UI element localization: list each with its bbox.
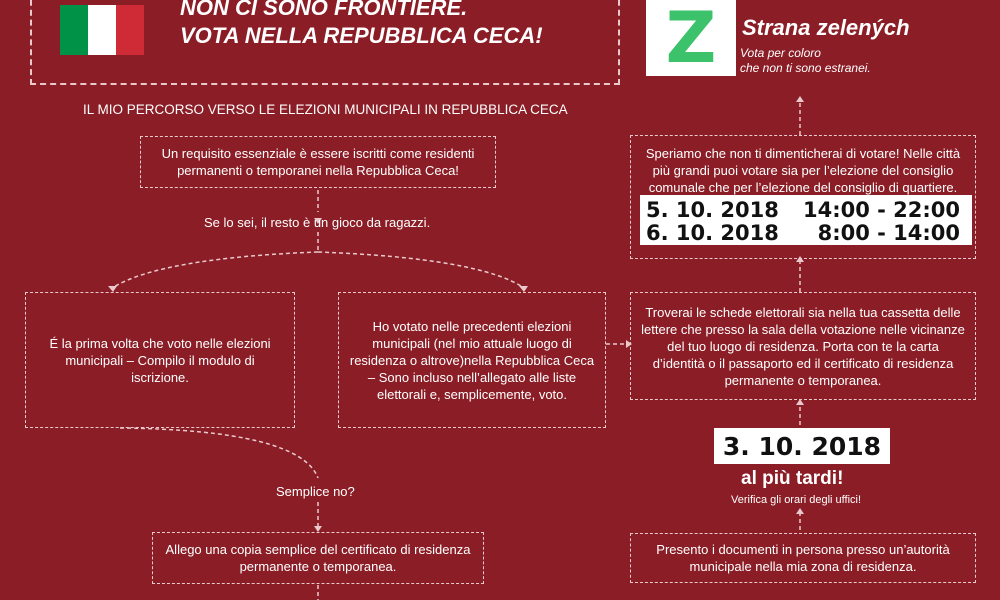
easy-note: Se lo sei, il resto è un gioco da ragazzi.: [204, 215, 431, 230]
logo-letter: Z: [665, 0, 717, 79]
deadline-label: al più tardi!: [741, 468, 844, 489]
tagline-line-1: Vota per coloro: [740, 46, 821, 60]
date-1: 5. 10. 2018: [646, 198, 779, 222]
party-name: Strana zelených: [742, 15, 910, 40]
simple-question: Semplice no?: [276, 484, 355, 499]
first-time-box: É la prima volta che voto nelle elezioni municipali – Compilo il modulo di iscrizione.: [25, 292, 295, 428]
time-2: 8:00 - 14:00: [817, 221, 960, 245]
election-dates: [640, 195, 972, 245]
ballots-box: Troverai le schede elettorali sia nella tua cassetta delle lettere che presso la sala della votazione nelle vicinanze del tuo luogo di residenza. Porta con te la carta d’identità o il passaporto ed il certificato di residenza permanente o temporanea.: [630, 292, 976, 400]
attach-box: Allego una copia semplice del certificato di residenza permanente o temporanea.: [152, 532, 484, 584]
office-hours-note: Verifica gli orari degli uffici!: [731, 494, 862, 506]
present-box: Presento i documenti in persona presso un’autorità municipale nella mia zona di residenza.: [630, 533, 976, 583]
page-subtitle: IL MIO PERCORSO VERSO LE ELEZIONI MUNICIPALI IN REPUBBLICA CECA: [83, 102, 568, 117]
voted-before-box: Ho votato nelle precedenti elezioni municipali (nel mio attuale luogo di residenza o altrove)nella Repubblica Ceca – Sono incluso nell’allegato alle liste elettorali e, semplicemente, voto.: [338, 292, 606, 428]
headline-line-2: VOTA NELLA REPUBBLICA CECA!: [180, 23, 543, 48]
time-1: 14:00 - 22:00: [802, 198, 960, 222]
deadline-date: 3. 10. 2018: [714, 428, 890, 464]
headline-line-1: NON CI SONO FRONTIERE.: [180, 0, 468, 20]
tagline-line-2: che non ti sono estranei.: [740, 61, 871, 75]
requirement-box: Un requisito essenziale è essere iscritti come residenti permanenti o temporanei nella Repubblica Ceca!: [140, 136, 496, 188]
reminder-box: Speriamo che non ti dimenticherai di votare! Nelle città più grandi puoi votare sia per l’elezione del consiglio comunale che per l’elezione del consiglio di quartiere.: [630, 135, 976, 259]
date-2: 6. 10. 2018: [646, 221, 779, 245]
